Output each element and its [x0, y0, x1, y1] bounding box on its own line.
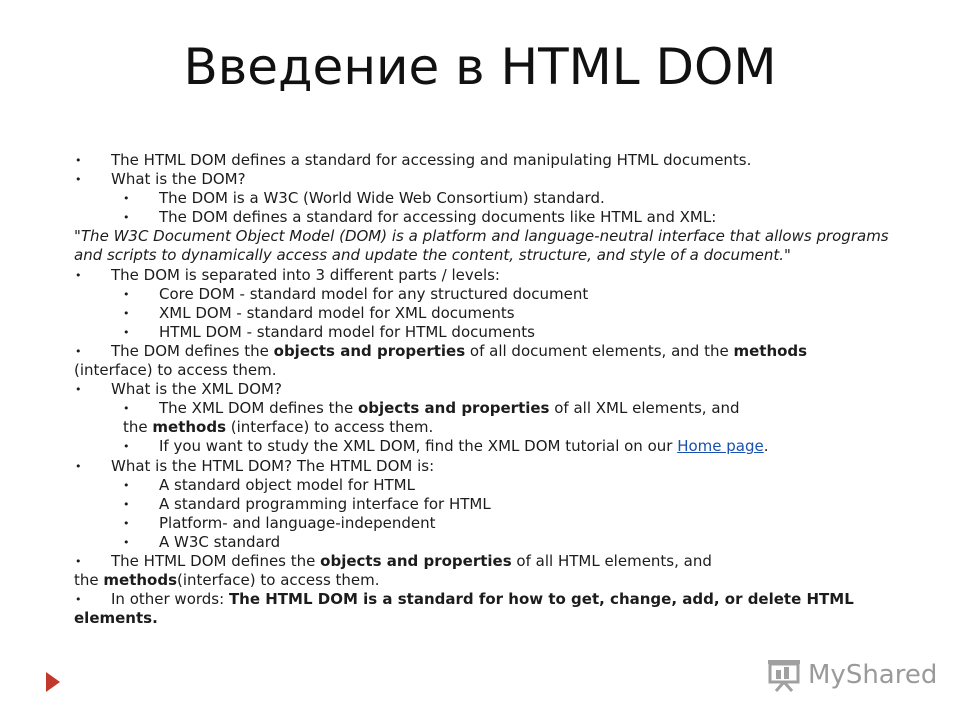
bullet-html-dom-definition: • The HTML DOM defines a standard for accessing and manipulating HTML documents.: [74, 151, 894, 170]
sub-bullet-xml-dom-tutorial: • If you want to study the XML DOM, find the XML DOM tutorial on our Home page.: [74, 437, 894, 456]
bullet-dom-levels: • The DOM is separated into 3 different parts / levels:: [74, 266, 894, 285]
watermark: [766, 655, 937, 695]
bullet-what-is-xml-dom: • What is the XML DOM?: [74, 380, 894, 399]
sub-bullet-html-dom: • HTML DOM - standard model for HTML documents: [74, 323, 894, 342]
bullet-html-dom-objects-properties: • The HTML DOM defines the objects and properties of all HTML elements, and: [74, 552, 894, 571]
bullet-dom-objects-properties: • The DOM defines the objects and properties of all document elements, and the methods: [74, 342, 894, 361]
sub-bullet-object-model: • A standard object model for HTML: [74, 476, 894, 495]
sub-bullet-programming-interface: • A standard programming interface for HTML: [74, 495, 894, 514]
bullet-in-other-words-continued: elements.: [74, 609, 158, 628]
bullet-what-is-html-dom: • What is the HTML DOM? The HTML DOM is:: [74, 457, 894, 476]
sub-bullet-dom-defines-standard: • The DOM defines a standard for accessing documents like HTML and XML:: [74, 208, 894, 227]
home-page-link[interactable]: Home page: [677, 437, 764, 456]
sub-bullet-xml-dom-defines: • The XML DOM defines the objects and properties of all XML elements, and: [74, 399, 894, 418]
sub-bullet-w3c: • A W3C standard: [74, 533, 894, 552]
bullet-html-dom-objects-continued: the methods(interface) to access them.: [74, 571, 380, 590]
slide-content: [74, 151, 894, 628]
sub-bullet-xml-dom: • XML DOM - standard model for XML documents: [74, 304, 894, 323]
slide-title: Введение в HTML DOM: [183, 38, 777, 96]
presentation-board-icon: [766, 658, 802, 692]
sub-bullet-core-dom: • Core DOM - standard model for any structured document: [74, 285, 894, 304]
bullet-dom-objects-continued: (interface) to access them.: [74, 361, 277, 380]
bullet-what-is-dom: • What is the DOM?: [74, 170, 894, 189]
w3c-quote: "The W3C Document Object Model (DOM) is a platform and language-neutral interface that allows programs and scripts to dynamically access and update the content, structure, and style of a document.": [74, 227, 889, 265]
bullet-in-other-words: • In other words: The HTML DOM is a standard for how to get, change, add, or delete HTML: [74, 590, 894, 609]
sub-bullet-xml-dom-continued: the methods (interface) to access them.: [123, 418, 434, 437]
sub-bullet-w3c-standard: • The DOM is a W3C (World Wide Web Consortium) standard.: [74, 189, 894, 208]
watermark-text: MyShared: [808, 660, 938, 690]
slide-nav-arrow-icon[interactable]: [46, 672, 60, 692]
sub-bullet-platform-independent: • Platform- and language-independent: [74, 514, 894, 533]
